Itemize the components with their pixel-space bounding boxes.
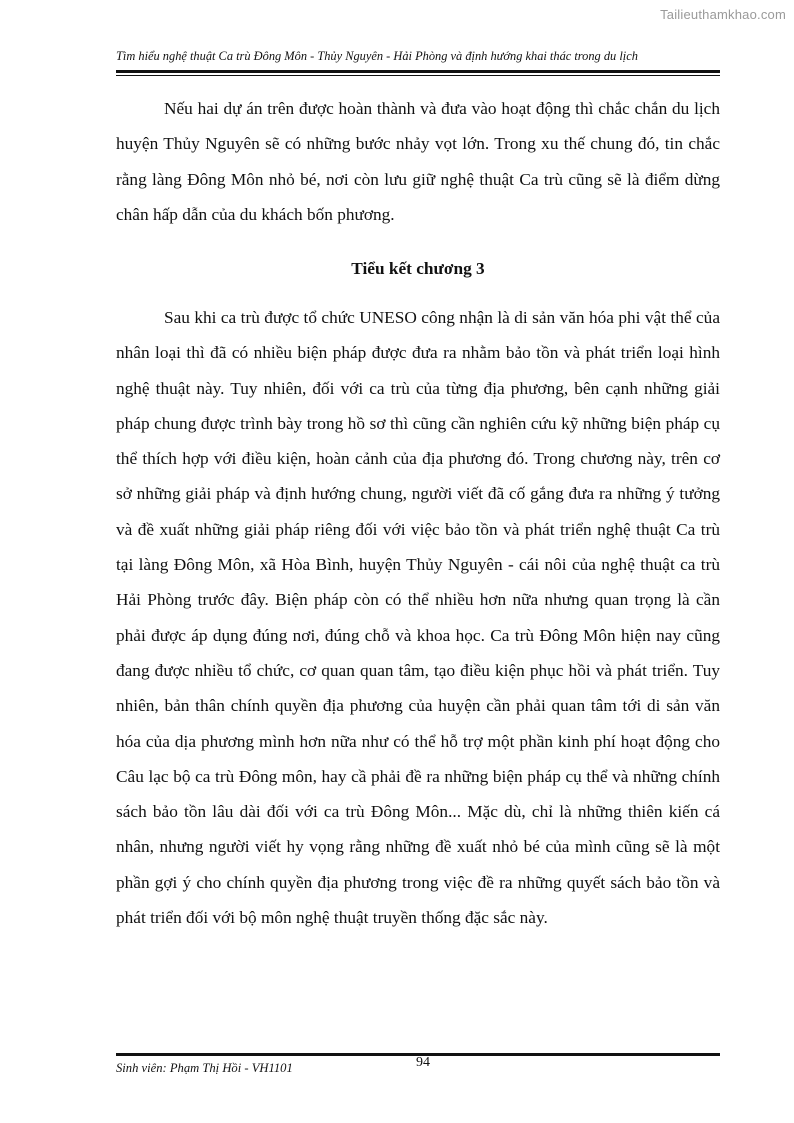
header-rule-thick xyxy=(116,70,720,73)
body-paragraph-2: Sau khi ca trù được tổ chức UNESO công nhận là di sản văn hóa phi vật thể của nhân loại thì đã có nhiều biện pháp được đưa ra nhằm bảo tồn và phát triển loại hình nghệ thuật này. Tuy nhiên, đối với ca trù của từng địa phương, bên cạnh những giải pháp chung được trình bày trong hồ sơ thì cũng cần nghiên cứu kỹ những biện pháp cụ thể thích hợp với điều kiện, hoàn cảnh của địa phương đó. Trong chương này, trên cơ sở những giải pháp và định hướng chung, người viết đã cố gắng đưa ra những ý tưởng và đề xuất những giải pháp riêng đối với việc bảo tồn và phát triển nghệ thuật Ca trù tại làng Đông Môn, xã Hòa Bình, huyện Thủy Nguyên - cái nôi của nghệ thuật ca trù Hải Phòng trước đây. Biện pháp còn có thể nhiều hơn nữa nhưng quan trọng là cần phải được áp dụng đúng nơi, đúng chỗ và khoa học. Ca trù Đông Môn hiện nay cũng đang được nhiều tổ chức, cơ quan quan tâm, tạo điều kiện phục hồi và phát triển. Tuy nhiên, bản thân chính quyền địa phương của huyện cần phải quan tâm tới di sản văn hóa của dịa phương mình hơn nữa như có thể hỗ trợ một phần kinh phí hoạt động cho Câu lạc bộ ca trù Đông môn, hay cầ phải đề ra những biện pháp cụ thể và những chính sách bảo tồn lâu dài đối với ca trù Đông Môn... Mặc dù, chỉ là những thiên kiến cá nhân, nhưng người viết hy vọng rằng những đề xuất nhỏ bé của mình cũng sẽ là một phần gợi ý cho chính quyền địa phương trong việc đề ra những quyết sách bảo tồn và phát triển đối với bộ môn nghệ thuật truyền thống đặc sắc này. xyxy=(116,308,720,928)
body-paragraph-1: Nếu hai dự án trên được hoàn thành và đưa vào hoạt động thì chắc chắn du lịch huyện Thủy Nguyên sẽ có những bước nhảy vọt lớn. Trong xu thế chung đó, tin chắc rằng làng Đông Môn nhỏ bé, nơi còn lưu giữ nghệ thuật Ca trù cũng sẽ là điểm dừng chân hấp dẫn của du khách bốn phương. xyxy=(116,99,720,224)
section-title: Tiểu kết chương 3 xyxy=(351,259,485,278)
running-header: Tìm hiểu nghệ thuật Ca trù Đông Môn - Thủy Nguyên - Hải Phòng và định hướng khai thác trong du lịch xyxy=(116,49,638,63)
page-number: 94 xyxy=(416,1055,430,1070)
watermark: Tailieuthamkhao.com xyxy=(660,7,786,22)
footer-student: Sinh viên: Phạm Thị Hồi - VH1101 xyxy=(116,1061,293,1075)
header-rule-thin xyxy=(116,75,720,76)
